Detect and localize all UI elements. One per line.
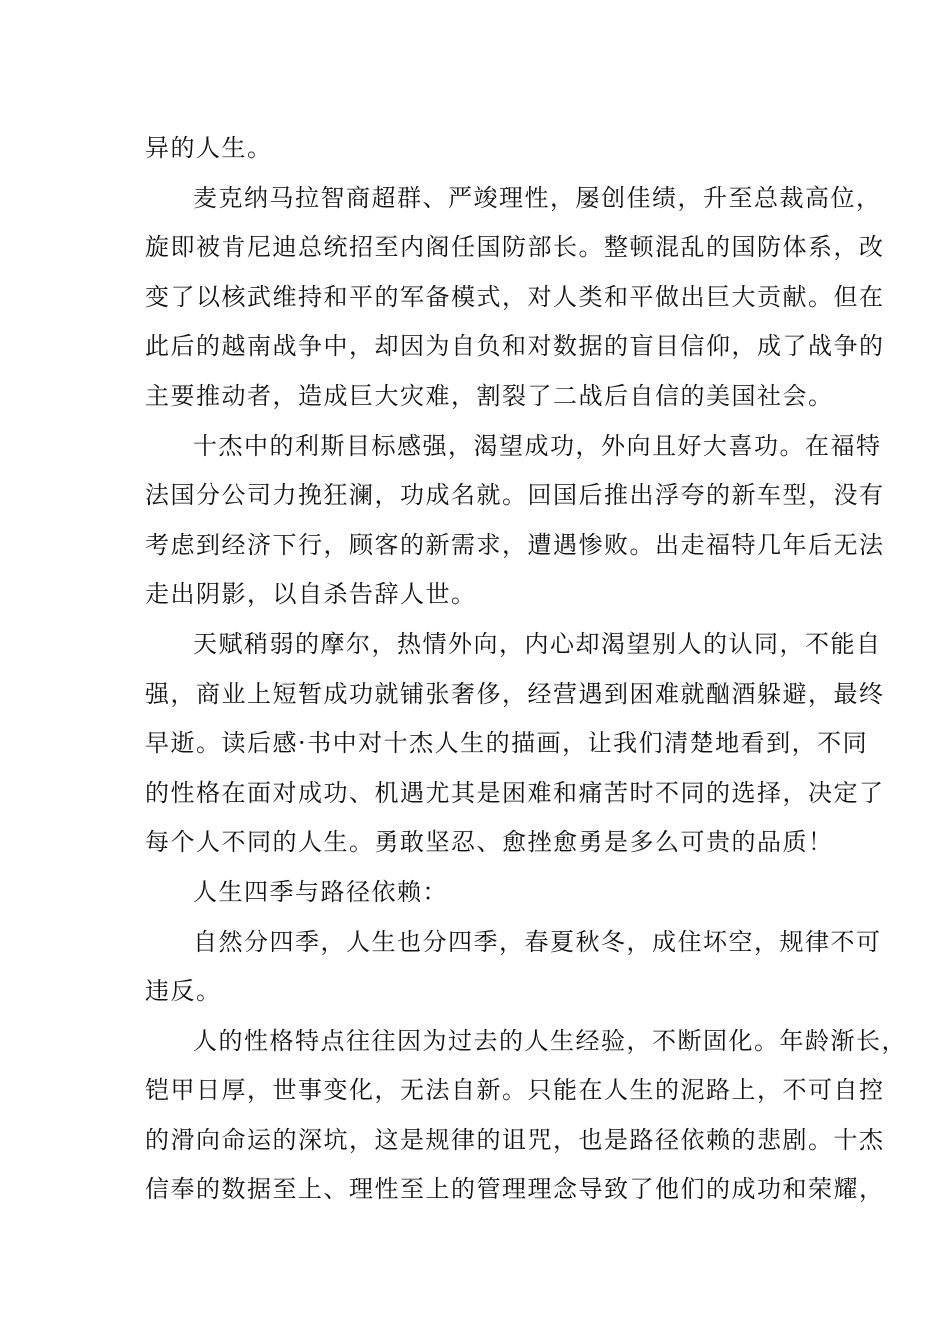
text-line: 铠甲日厚，世事变化，无法自新。只能在人生的泥路上，不可自控 — [145, 1076, 885, 1105]
text-line: 自然分四季，人生也分四季，春夏秋冬，成住坏空，规律不可 — [193, 927, 882, 956]
body-text — [145, 124, 907, 1215]
text-line: 的性格在面对成功、机遇尤其是困难和痛苦时不同的选择，决定了 — [145, 778, 885, 807]
text-line: 异的人生。 — [145, 134, 273, 162]
text-line: 十杰中的利斯目标感强，渴望成功，外向且好大喜功。在福特 — [193, 431, 882, 460]
text-line: 违反。 — [145, 977, 222, 1006]
text-line: 法国分公司力挽狂澜，功成名就。回国后推出浮夸的新车型，没有 — [145, 481, 885, 510]
text-line: 天赋稍弱的摩尔，热情外向，内心却渴望别人的认同，不能自 — [193, 629, 882, 658]
text-line: 变了以核武维持和平的军备模式，对人类和平做出巨大贡献。但在 — [145, 282, 885, 311]
text-line: 走出阴影，以自杀告辞人世。 — [145, 580, 477, 609]
text-line: 此后的越南战争中，却因为自负和对数据的盲目信仰，成了战争的 — [145, 332, 885, 361]
text-line: 的滑向命运的深坑，这是规律的诅咒，也是路径依赖的悲剧。十杰 — [145, 1125, 885, 1154]
text-line: 考虑到经济下行，顾客的新需求，遭遇惨败。出走福特几年后无法 — [145, 530, 885, 559]
text-line: 早逝。读后感·书中对十杰人生的描画，让我们清楚地看到，不同 — [145, 729, 869, 758]
text-line: 信奉的数据至上、理性至上的管理理念导致了他们的成功和荣耀， — [145, 1175, 885, 1204]
text-line: 旋即被肯尼迪总统招至内阁任国防部长。整顿混乱的国防体系，改 — [145, 233, 885, 262]
text-line: 主要推动者，造成巨大灾难，割裂了二战后自信的美国社会。 — [145, 381, 834, 410]
text-line: 人的性格特点往往因为过去的人生经验，不断固化。年龄渐长， — [193, 1026, 907, 1055]
section-heading: 人生四季与路径依赖： — [193, 877, 448, 906]
text-line: 麦克纳马拉智商超群、严竣理性，屡创佳绩，升至总裁高位， — [193, 183, 882, 212]
text-line: 强，商业上短暂成功就铺张奢侈，经营遇到困难就酗酒躲避，最终 — [145, 679, 885, 708]
text-line: 每个人不同的人生。勇敢坚忍、愈挫愈勇是多么可贵的品质！ — [145, 828, 834, 857]
